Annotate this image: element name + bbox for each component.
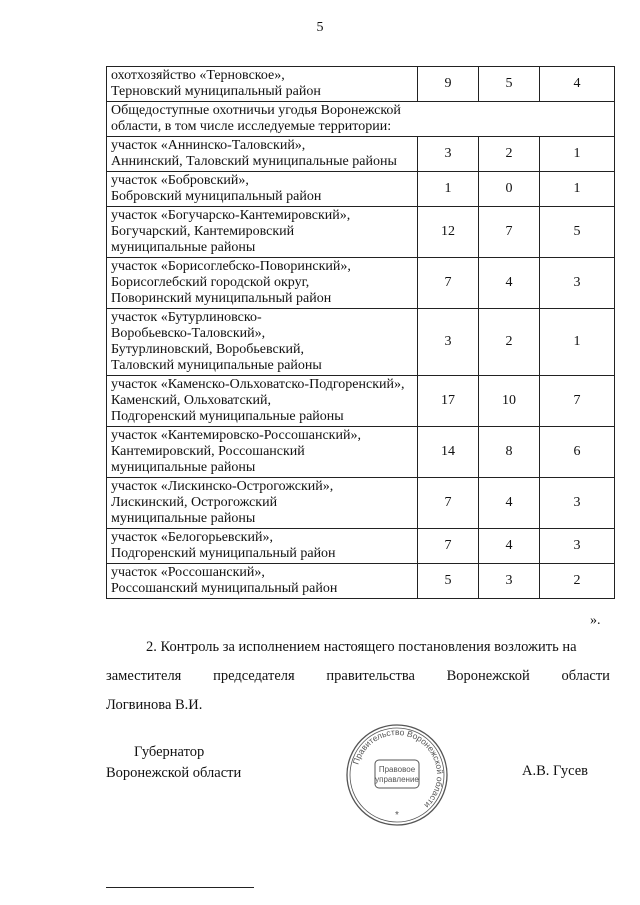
control-paragraph-line3: Логвинова В.И. bbox=[106, 697, 203, 713]
value-cell-3: 1 bbox=[540, 309, 615, 376]
cell-text-line: участок «Россошанский», bbox=[111, 565, 265, 580]
cell-text-line: Подгоренский муниципальные районы bbox=[111, 409, 344, 424]
signatory-title-line1: Губернатор bbox=[134, 744, 205, 760]
cell-text-line: охотхозяйство «Терновское», bbox=[111, 68, 285, 83]
cell-text-line: участок «Каменско-Ольховатско-Подгоренский», bbox=[111, 377, 405, 392]
value-cell-3: 1 bbox=[540, 172, 615, 207]
cell-text-line: Бутурлиновский, Воробьевский, bbox=[111, 342, 305, 357]
table-row bbox=[107, 67, 615, 102]
cell-text-line: Таловский муниципальные районы bbox=[111, 358, 322, 373]
table-row bbox=[107, 427, 615, 478]
value-cell-1: 14 bbox=[418, 427, 479, 478]
cell-text-line: участок «Борисоглебско-Поворинский», bbox=[111, 259, 351, 274]
cell-text-line: Борисоглебский городской округ, bbox=[111, 275, 310, 290]
table-row bbox=[107, 172, 615, 207]
table-row bbox=[107, 564, 615, 599]
value-cell-2: 10 bbox=[479, 376, 540, 427]
value-cell-1: 17 bbox=[418, 376, 479, 427]
table-row bbox=[107, 207, 615, 258]
hunting-grounds-table bbox=[106, 66, 615, 599]
cell-text-line: участок «Кантемировско-Россошанский», bbox=[111, 428, 361, 443]
cell-text-line: Россошанский муниципальный район bbox=[111, 581, 338, 596]
cell-text-line: муниципальные районы bbox=[111, 240, 256, 255]
cell-text-line: участок «Бутурлиновско- bbox=[111, 310, 262, 325]
value-cell-3: 3 bbox=[540, 478, 615, 529]
territory-name-cell bbox=[107, 376, 418, 427]
value-cell-2: 4 bbox=[479, 478, 540, 529]
table-row bbox=[107, 376, 615, 427]
table-row bbox=[107, 309, 615, 376]
value-cell-1: 5 bbox=[418, 564, 479, 599]
cell-text-line: участок «Лискинско-Острогожский», bbox=[111, 479, 334, 494]
control-paragraph-line2 bbox=[106, 662, 610, 691]
seal-center-line1: Правовое bbox=[378, 765, 416, 774]
value-cell-1: 3 bbox=[418, 309, 479, 376]
value-cell-3: 5 bbox=[540, 207, 615, 258]
value-cell-2: 4 bbox=[479, 258, 540, 309]
value-cell-3: 3 bbox=[540, 258, 615, 309]
cell-text-line: участок «Богучарско-Кантемировский», bbox=[111, 208, 351, 223]
territory-name-cell bbox=[107, 427, 418, 478]
territory-name-cell bbox=[107, 258, 418, 309]
territory-name-cell bbox=[107, 529, 418, 564]
paragraph-word: Воронежской bbox=[446, 668, 530, 684]
territory-name-cell bbox=[107, 564, 418, 599]
cell-text-line: Воробьевско-Таловский», bbox=[111, 326, 266, 341]
value-cell-2: 8 bbox=[479, 427, 540, 478]
cell-text-line: Кантемировский, Россошанский bbox=[111, 444, 305, 459]
paragraph-word: председателя bbox=[213, 668, 295, 684]
signatory-title bbox=[106, 742, 241, 784]
control-paragraph-line1: 2. Контроль за исполнением настоящего постановления возложить на bbox=[146, 639, 577, 655]
value-cell-1: 1 bbox=[418, 172, 479, 207]
table-end-mark: ». bbox=[590, 613, 601, 628]
table-row bbox=[107, 102, 615, 137]
signatory-name: А.В. Гусев bbox=[522, 763, 588, 779]
territory-name-cell bbox=[107, 478, 418, 529]
footer-rule bbox=[106, 887, 254, 888]
value-cell-2: 7 bbox=[479, 207, 540, 258]
cell-text-line: муниципальные районы bbox=[111, 511, 256, 526]
cell-text-line: Бобровский муниципальный район bbox=[111, 189, 322, 204]
value-cell-3: 7 bbox=[540, 376, 615, 427]
value-cell-2: 2 bbox=[479, 137, 540, 172]
paragraph-word: области bbox=[561, 668, 610, 684]
value-cell-2: 2 bbox=[479, 309, 540, 376]
cell-text-line: муниципальные районы bbox=[111, 460, 256, 475]
cell-text-line: участок «Бобровский», bbox=[111, 173, 249, 188]
value-cell-3: 3 bbox=[540, 529, 615, 564]
table-body bbox=[107, 67, 615, 599]
territory-name-cell bbox=[107, 207, 418, 258]
cell-text-line: Аннинский, Таловский муниципальные районы bbox=[111, 154, 397, 169]
cell-text-line: Поворинский муниципальный район bbox=[111, 291, 332, 306]
table-section-header bbox=[107, 102, 615, 137]
value-cell-3: 2 bbox=[540, 564, 615, 599]
table-row bbox=[107, 258, 615, 309]
cell-text-line: области, в том числе исследуемые территории: bbox=[111, 119, 392, 134]
cell-text-line: Лискинский, Острогожский bbox=[111, 495, 278, 510]
value-cell-2: 5 bbox=[479, 67, 540, 102]
value-cell-1: 7 bbox=[418, 529, 479, 564]
territory-name-cell bbox=[107, 172, 418, 207]
page-number: 5 bbox=[316, 20, 324, 35]
territory-name-cell bbox=[107, 67, 418, 102]
value-cell-1: 9 bbox=[418, 67, 479, 102]
official-seal bbox=[344, 722, 450, 828]
seal-center-line2: управление bbox=[375, 775, 419, 784]
territory-name-cell bbox=[107, 309, 418, 376]
seal-star: * bbox=[395, 810, 399, 821]
table-row bbox=[107, 478, 615, 529]
value-cell-3: 1 bbox=[540, 137, 615, 172]
cell-text-line: Богучарский, Кантемировский bbox=[111, 224, 295, 239]
table-row bbox=[107, 137, 615, 172]
cell-text-line: участок «Белогорьевский», bbox=[111, 530, 273, 545]
value-cell-3: 4 bbox=[540, 67, 615, 102]
value-cell-1: 3 bbox=[418, 137, 479, 172]
cell-text-line: участок «Аннинско-Таловский», bbox=[111, 138, 306, 153]
cell-text-line: Подгоренский муниципальный район bbox=[111, 546, 336, 561]
paragraph-word: заместителя bbox=[106, 668, 182, 684]
cell-text-line: Общедоступные охотничьи угодья Воронежской bbox=[111, 103, 401, 118]
value-cell-1: 7 bbox=[418, 478, 479, 529]
cell-text-line: Каменский, Ольховатский, bbox=[111, 393, 271, 408]
signatory-title-line2: Воронежской области bbox=[106, 765, 242, 781]
value-cell-2: 4 bbox=[479, 529, 540, 564]
territory-name-cell bbox=[107, 137, 418, 172]
value-cell-2: 3 bbox=[479, 564, 540, 599]
value-cell-1: 12 bbox=[418, 207, 479, 258]
paragraph-word: правительства bbox=[326, 668, 415, 684]
value-cell-1: 7 bbox=[418, 258, 479, 309]
seal-ring-text: Правительство Воронежской области bbox=[350, 726, 446, 811]
table-row bbox=[107, 529, 615, 564]
value-cell-2: 0 bbox=[479, 172, 540, 207]
value-cell-3: 6 bbox=[540, 427, 615, 478]
cell-text-line: Терновский муниципальный район bbox=[111, 84, 321, 99]
